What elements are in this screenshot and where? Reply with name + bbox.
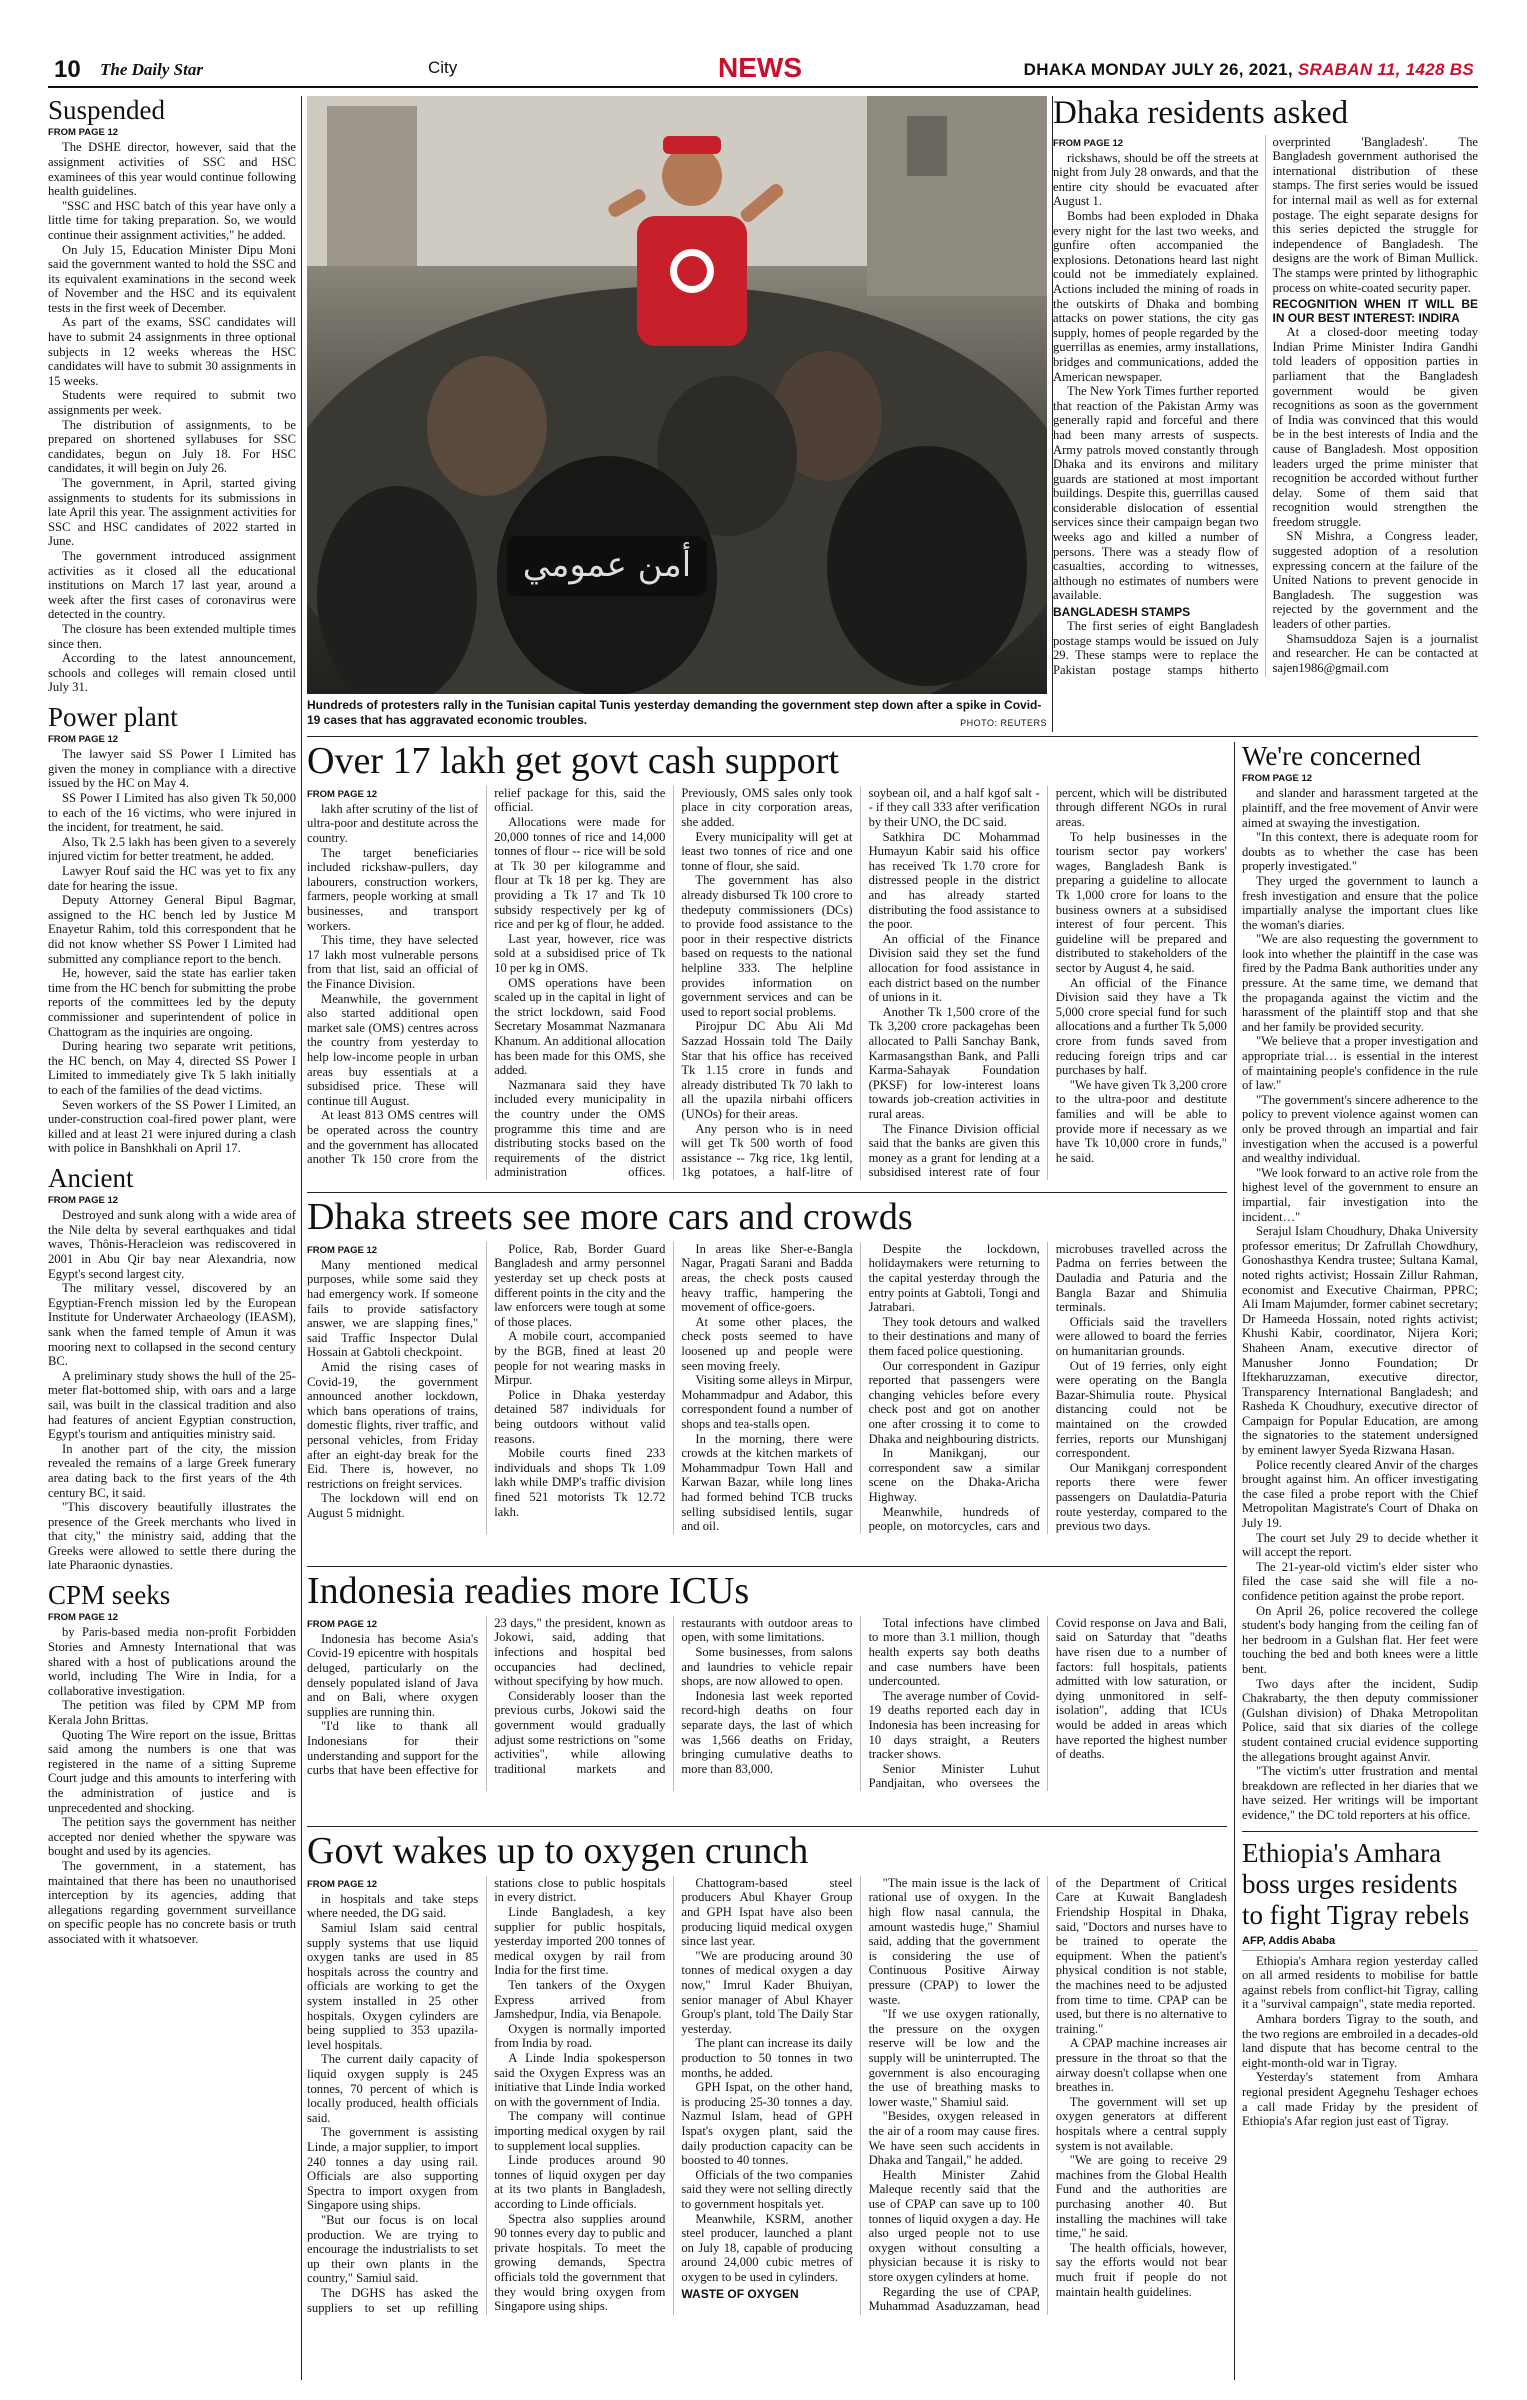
dateline [1024,60,1474,80]
article-paragraph: The Finance Division official said that the banks are given this money as a grant for lending at a subsidised interest rate of four percent, which will be distributed through different NGOs in rural areas. [868,785,1227,1180]
article-paragraph: Chattogram-based steel producers Abul Khayer Group and GPH Ispat have also been producing liquid medical oxygen since last year. [681,1875,853,1949]
article-paragraph: To help businesses in the tourism sector pay workers' wages, Bangladesh Bank is preparing a guideline to allocate Tk 1,000 crore for loans to the business owners at a subsidised interest of four percent. This guideline will be prepared and distributed to stakeholders of the sector by August 4, he said. [1055,829,1227,976]
article-paragraph: Some businesses, from salons and laundries to vehicle repair shops, are now allowed to open. [681,1645,853,1689]
article-paragraph: Meanwhile, KSRM, another steel producer, launched a plant on July 18, capable of producing around 24,000 cubic metres of oxygen to be used in cylinders. [681,2211,853,2284]
protest-photo-illustration [307,96,1047,694]
article-paragraph: The New York Times further reported that reaction of the Pakistan Army was generally rapid and forceful and there had been many arrests of suspects. Army patrols moved constantly through Dhaka and its environs and military guards are stationed at most important buildings. Despite this, guerrillas caused considerable dislocation of essential services since their campaign began two weeks ago and killed a number of persons. There was a steady flow of casualties, according to witnesses, although no estimates of numbers were available. [1053,384,1259,603]
article-paragraph: The court set July 29 to decide whether it will accept the report. [1242,1530,1478,1560]
article-paragraph: The government has also already disbursed Tk 100 crore to thedeputy commissioners (DCs) to provide food assistance to the poor in their respective districts based on requests to the national helpline 333. The helpline provides information on government services and can be used to report social problems. [681,873,853,1019]
article-paragraph: The plant can increase its daily production to 50 tonnes in two months, he added. [681,2036,853,2080]
cash-support-article [307,742,1227,1188]
article-paragraph: Any person who is in need will get Tk 500 worth of food assistance -- 7kg rice, 1kg lentil, 1kg potatoes, a half-litre of soybean oil, and a half kgof salt -- if they call 333 after verification by their UNO, the DC said. [681,785,1040,1180]
article-paragraph: Meanwhile, the government also started additional open market sale (OMS) centres across the country from yesterday to help low-income people in urban areas buy essentials at a subsidised price. These will continue till August. [307,991,479,1108]
article-body [48,747,296,1156]
right-column [1242,742,1478,2380]
article-body [307,786,1227,1180]
article-headline: Power plant [48,701,178,732]
section-divider [1242,1831,1478,1832]
article-paragraph: An official of the Finance Division said they set the fund allocation for food assistance in each district based on the number of unions in it. [868,931,1040,1005]
newspaper-page [48,40,1478,2380]
article-headline: Ancient [48,1162,134,1193]
article-paragraph: Destroyed and sunk along with a wide area of the Nile delta by several earthquakes and tidal waves, Thônis-Heracleion was rediscovered in 2001 in Abu Qir bay near Alexandria, now Egypt's second largest city. [48,1208,296,1281]
column-rule [1234,742,1235,2380]
article-paragraph: Another Tk 1,500 crore of the Tk 3,200 crore packagehas been allocated to Palli Sanchay Bank, Karmasangsthan Bank, and Palli Karma-Sahayak Foundation (PKSF) for low-interest loans towards job-creation activities in rural areas. [868,1004,1040,1121]
article-paragraph: Quoting The Wire report on the issue, Brittas said among the numbers is one that was registered in the name of a sitting Supreme Court judge and this amounts to interfering with the administration of justice and is unprecedented and shocking. [48,1727,296,1815]
article-paragraph: In another part of the city, the mission revealed the remains of a large Greek funerary area dating back to the first years of the 4th century BC, it said. [48,1441,296,1500]
article-paragraph: Ethiopia's Amhara region yesterday called on all armed residents to mobilise for battle against rebels from conflict-hit Tigray, calling it a "survival campaign", state media reported. [1242,1953,1478,2012]
article-paragraph: Officials said the travellers were allowed to board the ferries on humanitarian grounds. [1055,1314,1227,1359]
article-paragraph: Spectra also supplies around 90 tonnes every day to public and private hospitals. To meet the growing demands, Spectra officials told the government that they would bring oxygen from Singapore using ships. [494,2211,666,2314]
article-paragraph: A Linde India spokesperson said the Oxygen Express was an initiative that Linde India worked on with the government of India. [494,2051,666,2109]
article-paragraph: Despite the lockdown, holidaymakers were returning to the capital yesterday through the entry points at Gabtoli, Tongi and Jatrabari. [868,1241,1040,1315]
article-paragraph: The military vessel, discovered by an Egyptian-French mission led by the European Institute for Underwater Archaeology (IEASM), sank when the famed temple of Amun it was mooring next to collapsed in the second century BC. [48,1281,296,1369]
article-paragraph: Ten tankers of the Oxygen Express arrived from Jamshedpur, India, via Benapole. [494,1978,666,2022]
subheading: WASTE OF OXYGEN [681,2286,799,2301]
column-rule [301,96,302,2380]
article-paragraph: Bombs had been exploded in Dhaka every night for the last two weeks, and gunfire often accompanied the explosions. Detonations heard last night could not be immediately explained. Actions included the mining of roads in the outskirts of Dhaka and bombing attacks on power stations, the city gas supply, homes of people regarded by the guerrillas as enemies, army installations, bridges and communications, added the American newspaper. [1053,209,1259,384]
article-paragraph: Also, Tk 2.5 lakh has been given to a severely injured victim for better treatment, he added. [48,834,296,864]
article-paragraph: SS Power I Limited has also given Tk 50,000 to each of the 16 victims, who were injured in the incident, for treatment, he said. [48,791,296,835]
article-body [1242,786,1478,1822]
article-paragraph: "I'd like to thank all Indonesians for their understanding and support for the curbs that have been effective for 23 days," the president, known as Jokowi, said, adding that infections and hospital bed occupancies had declined, without specifying by how much. [307,1615,666,1778]
column-rule [1052,96,1053,732]
article-paragraph: The first series of eight Bangladesh postage stamps would be issued on July 29. These stamps were to replace the Pakistan postage stamps hitherto overprinted 'Bangladesh'. The Bangladesh government authorised the international distribution of these stamps. The first series would be issued for internal mail as well as for external postage. The eight separate designs for this series depicted the struggle for independence of Bangladesh. The designs are the work of Biman Mullick. The stamps were printed by lithographic process on white-coated security paper. [1053,134,1478,677]
photo-credit: PHOTO: REUTERS [960,718,1047,728]
article-body [1053,135,1478,678]
article-paragraph: On April 26, police recovered the college student's body hanging from the ceiling fan of her bedroom in a Gulshan flat. Her feet were touching the bed and both knees were a little bent. [1242,1603,1478,1676]
article-paragraph: The government, in a statement, has maintained that there has been no unauthorised interception by its agencies, adding that allegations regarding government surveillance on specific people has no concrete basis or truth associated with it whatsoever. [48,1858,296,1946]
article-paragraph: "We have given Tk 3,200 crore to the ultra-poor and destitute families and will be able to provide more if necessary as we have Tk 10,000 crore in funds," he said. [1055,1077,1227,1165]
article-paragraph: Linde produces around 90 tonnes of liquid oxygen per day at its two plants in Bangladesh, according to Linde officials. [494,2153,666,2211]
article-headline: We're concerned [1242,742,1421,771]
article-paragraph: The health officials, however, say the efforts would not bear much fruit if people do not maintain health guidelines. [1055,2240,1227,2299]
article-paragraph: The petition says the government has neither accepted nor denied whether the spyware was bought and used by its agencies. [48,1815,296,1859]
article-paragraph: Our Manikganj correspondent reports there were fewer passengers on Daulatdia-Paturia route yesterday, compared to the previous two days. [1055,1460,1227,1534]
article-paragraph: "The victim's utter frustration and mental breakdown are reflected in her diaries that we have seized. Her writings will be important evidence," the DC told reporters at his office. [1242,1764,1478,1822]
article-paragraph: in hospitals and take steps where needed, the DG said. [307,1891,479,1921]
article-paragraph: A mobile court, accompanied by the BGB, fined at least 20 people for not wearing masks in Mirpur. [494,1329,666,1388]
article-paragraph: The government is assisting Linde, a major supplier, to import 240 tonnes a day using rail. Officials are also supporting Spectra to import oxygen from Singapore using ships. [307,2125,479,2213]
article-paragraph: The petition was filed by CPM MP from Kerala John Brittas. [48,1698,296,1727]
indonesia-icu-article [307,1572,1227,1822]
article-body [48,140,296,695]
article-paragraph: According to the latest announcement, schools and colleges will remain closed until July 31. [48,651,296,695]
article-paragraph: Indonesia last week reported record-high deaths on four separate days, the last of which was 1,566 deaths on Friday, bringing cumulative deaths to more than 83,000. [681,1688,853,1776]
article-paragraph: GPH Ispat, on the other hand, is producing 25-30 tonnes a day. Nazmul Islam, head of GPH Ispat's oxygen plant, said the daily production capacity can be boosted to 40 tonnes. [681,2080,853,2168]
article-paragraph: Shamsuddoza Sajen is a journalist and researcher. He can be contacted at sajen1986@gmail.com [1272,631,1478,675]
article-paragraph: Allocations were made for 20,000 tonnes of rice and 14,000 tonnes of flour -- rice will be sold at Tk 30 per kilogramme and flour at Tk 18 per kg. They are providing a Tk 17 and Tk 10 subsidy respectively per kg of rice and per kg of flour, he added. [494,815,666,932]
article-paragraph: Students were required to submit two assignments per week. [48,388,296,418]
article-paragraph: The 21-year-old victim's elder sister who filed the case said she will file a no-confidence petition against the probe report. [1242,1559,1478,1603]
article-body [1242,1954,1478,2129]
article-paragraph: "We believe that a proper investigation and appropriate trial… is essential in the interest of maintaining people's confidence in the rule of law." [1242,1034,1478,1093]
article-paragraph: At a closed-door meeting today Indian Prime Minister Indira Gandhi told leaders of opposition parties in parliament that the Bangladesh government would be given recognitions as soon as the government of India was convinced that this would be in the best interests of India and the cause of Bangladesh. Most opposition leaders urged the prime minister that recognition be accorded without further delay. Some of them said that recognition would strengthen the freedom struggle. [1272,325,1478,529]
jump-label: FROM PAGE 12 [1242,773,1313,785]
jump-label: FROM PAGE 12 [48,1612,119,1624]
article-paragraph: This time, they have selected 17 lakh most vulnerable persons from that list, said an official of the Finance Division. [307,933,479,992]
section-divider [307,1192,1227,1193]
article-paragraph: "But our focus is on local production. We are trying to encourage the industrialists to set up their own plants in the country," Samiul said. [307,2212,479,2286]
article-paragraph: Deputy Attorney General Bipul Bagmar, assigned to the HC bench led by Justice M Enayetur Rahim, told this correspondent that he did not know whether SS Power I Limited had submitted any compliance report to the bench. [48,893,296,966]
article-paragraph: "We are also requesting the government to look into whether the plaintiff in the case was fired by the Padma Bank authorities under any pressure. At the same time, we demand that the propaganda against the victim and the harassment of the plaintiff stop and that she and her family be provided security. [1242,932,1478,1034]
article-paragraph: They urged the government to launch a fresh investigation and ensure that the police impartially analyse the important clues like the woman's diaries. [1242,873,1478,932]
article-paragraph: Yesterday's statement from Amhara regional president Agegnehu Teshager echoes a call made Friday by the president of Ethiopia's Afar region just east of Tigray. [1242,2070,1478,2129]
photo-caption-text: Hundreds of protesters rally in the Tunisian capital Tunis yesterday demanding the government step down after a spike in Covid-19 cases that has aggravated economic troubles. [307,698,1042,727]
oxygen-crunch-article [307,1832,1227,2380]
article-paragraph: At some other places, the check posts seemed to have loosened up and people were seen moving freely. [681,1314,853,1373]
article-paragraph: The government will set up oxygen generators at different hospitals where a central supply system is not available. [1055,2094,1227,2153]
article-paragraph: The current daily capacity of liquid oxygen supply is 245 tonnes, 70 percent of which is locally produced, health officials said. [307,2052,479,2125]
article-paragraph: "The main issue is the lack of rational use of oxygen. In the high flow nasal cannula, the amount wastedis huge," Shamiul said, adding that the government is considering the use of Continuous Positive Airway pressure (CPAP) to lower the waste. [868,1875,1040,2007]
jump-label: FROM PAGE 12 [307,1244,378,1256]
article-paragraph: lakh after scrutiny of the list of ultra-poor and destitute across the country. [307,801,479,846]
article-paragraph: Considerably looser than the previous curbs, Jokowi said the government would gradually adjust some restrictions on "some activities", while allowing traditional markets and restaurants with outdoor areas to open, with some limitations. [494,1615,853,1776]
article-paragraph: The target beneficiaries included rickshaw-pullers, day labourers, construction workers, farmers, people working at small businesses, and transport workers. [307,845,479,933]
article-paragraph: Oxygen is normally imported from India by road. [494,2021,666,2051]
article-paragraph: The government, in April, started giving assignments to students for its submissions in late April this year. The assignment activities for SSC and HSC candidates of 2022 started in June. [48,476,296,549]
article-paragraph: "Besides, oxygen released in the air of a room may cause fires. We have seen such accidents in Dhaka and Tangail," he added. [868,2109,1040,2168]
article-paragraph: Amhara borders Tigray to the south, and the two regions are embroiled in a decades-old land dispute that has become central to the eight-month-old war in Tigray. [1242,2012,1478,2070]
article-paragraph: OMS operations have been scaled up in the capital in light of the strict lockdown, said Food Secretary Mosammat Nazmanara Khanum. An additional allocation has been made for this OMS, she added. [494,975,666,1078]
article-paragraph: Police in Dhaka yesterday detained 587 individuals for being outdoors without valid reasons. [494,1387,666,1446]
article-paragraph: Last year, however, rice was sold at a subsidised price of Tk 10 per kg in OMS. [494,931,666,976]
dhaka-residents-article [1053,96,1478,732]
protest-photo [307,96,1047,694]
article-paragraph: Satkhira DC Mohammad Humayun Kabir said his office has received Tk 1.70 crore for distressed people in the district and has already started distributing the food assistance to the poor. [868,829,1040,932]
article-paragraph: The lockdown will end on August 5 midnight. [307,1491,479,1520]
article-paragraph: Indonesia has become Asia's Covid-19 epicentre with hospitals deluged, particularly on the densely populated island of Java and on Bali, where oxygen supplies are running thin. [307,1631,479,1719]
article-paragraph: "SSC and HSC batch of this year have only a little time for taking preparation. So, we would continue their assignment activities," he added. [48,198,296,242]
article-headline: Suspended [48,96,165,125]
article-paragraph: During hearing two separate writ petitions, the HC bench, on May 4, directed SS Power I Limited to immediately give Tk 5 lakh initially to each of the families of the dead victims. [48,1039,296,1097]
article-headline: Indonesia readies more ICUs [307,1572,750,1612]
article-paragraph: "We look forward to an active role from the highest level of the government to ensure an impartial, fair investigation into the incident…" [1242,1165,1478,1224]
article-body [48,1625,296,1946]
article-paragraph: As part of the exams, SSC candidates will have to submit 24 assignments in three optional subjects in 12 weeks whereas the HSC candidates will have to submit 30 assignments in 15 weeks. [48,315,296,388]
article-paragraph: The DSHE director, however, said that the assignment activities of SSC and HSC examinees of this year would continue following health guidelines. [48,140,296,199]
article-paragraph: and slander and harassment targeted at the plaintiff, and the free movement of Anvir were aimed at swaying the investigation. [1242,786,1478,830]
article-paragraph: "This discovery beautifully illustrates the presence of the Greek merchants who lived in that city," the ministry said, adding that the Greeks were allowed to settle there during the late Pharaonic dynasties. [48,1500,296,1573]
photo-caption [307,698,1047,728]
article-paragraph: On July 15, Education Minister Dipu Moni said the government wanted to hold the SSC and its equivalent examinations in the second week of November and the HSC and its equivalent tests in the first week of December. [48,242,296,315]
article-paragraph: Mobile courts fined 233 individuals and shops Tk 1.09 lakh while DMP's traffic division fined 521 motorists Tk 12.72 lakh. [494,1446,666,1519]
article-paragraph: Two days after the incident, Sudip Chakrabarty, the then deputy commissioner (Gulshan division) of Dhaka Metropolitan Police, said that six diaries of the college student contained crucial evidence supporting the allegations brought against Anvir. [1242,1676,1478,1764]
article-paragraph: Health Minister Zahid Maleque recently said that the use of CPAP can save up to 100 tonnes of liquid oxygen a day. He also urged people not to use oxygen without consulting a physician because it is risky to store oxygen cylinders at home. [868,2167,1040,2284]
section-title: NEWS [718,52,802,83]
article-paragraph: Meanwhile, hundreds of people, on motorcycles, cars and microbuses travelled across the Padma on ferries between the Dauladia and Paturia and the Bangla Bazar and Shimulia terminals. [868,1241,1227,1534]
article-paragraph: Every municipality will get at least two tonnes of rice and one tonne of flour, she said. [681,829,853,873]
article-paragraph: In Manikganj, our correspondent saw a similar scene on the Dhaka-Aricha Highway. [868,1446,1040,1504]
article-paragraph: SN Mishra, a Congress leader, suggested adoption of a resolution expressing concern at the failure of the United Nations to prevent genocide in Bangladesh. The suggestion was rejected by the government and the leaders of other parties. [1272,529,1478,632]
article-paragraph: Officials of the two companies said they were not selling directly to government hospitals yet. [681,2167,853,2211]
page-header [48,54,1478,88]
article-body [307,1242,1227,1534]
jump-label: FROM PAGE 12 [307,788,378,800]
article-paragraph: The average number of Covid-19 deaths reported each day in Indonesia has been increasing for 10 days straight, a Reuters tracker shows. [868,1688,1040,1762]
article-headline: Dhaka residents asked [1053,96,1349,131]
article-paragraph: Out of 19 ferries, only eight were operating on the Bangla Bazar-Shimulia route. Physical distancing could not be maintained on the crowded ferries, reports our Munshiganj correspondent. [1055,1358,1227,1461]
article-paragraph: In areas like Sher-e-Bangla Nagar, Pragati Sarani and Badda areas, the check posts caused heavy traffic, hampering the movement of office-goers. [681,1241,853,1315]
article-paragraph: Senior Minister Luhut Pandjaitan, who oversees the Covid response on Java and Bali, said on Saturday that "deaths have risen due to a number of factors: full hospitals, patients admitted with low saturation, or dying unmonitored in self-isolation", adding that ICUs would be added in areas which have reported the highest number of deaths. [868,1615,1227,1791]
dhaka-streets-article [307,1198,1227,1562]
article-paragraph: Regarding the use of CPAP, Muhammad Asaduzzaman, head of the Department of Critical Care at Kuwait Bangladesh Friendship Hospital in Dhaka, said, "Doctors and nurses have to be trained to operate the equipment. When the patient's physical condition is not stable, the machines need to be adjusted from time to time. CPAP can be used, but there is no alternative to training." [868,1875,1227,2314]
article-paragraph: The government introduced assignment activities as it closed all the educational institutions on March 17 last year, around a week after the first cases of coronavirus were detected in the country. [48,548,296,622]
article-paragraph: Serajul Islam Choudhury, Dhaka University professor emeritus; Dr Zafrullah Chowdhury, Gonoshasthya Kendra trustee; Sultana Kamal, noted rights activist; Hossain Zillur Rahman, economist and Executive Chairman, PPRC; Ali Imam Majumder, former cabinet secretary; Dr Hameeda Hossain, noted rights activist; Khushi Kabir, coordinator, Nijera Kori; Shaheen Anam, executive director of Manusher Jonno Foundation; Dr Iftekharuzzaman, executive director, Transparency International Bangladesh; and Rasheda K Choudhury, executive director of Campaign for Popular Education, are among the signatories to the statement undersigned by eminent lawyer Syeda Rizwana Hasan. [1242,1224,1478,1458]
article-headline: Ethiopia's Amhara boss urges residents to fight Tigray rebels [1242,1837,1470,1930]
section-divider [307,736,1478,737]
article-paragraph: Lawyer Rouf said the HC was yet to fix any date for hearing the issue. [48,864,296,893]
article-paragraph: At least 813 OMS centres will be operated across the country and the government has allocated another Tk 150 crore from the relief package for this, said the official. [307,785,666,1167]
masthead-logo: The Daily Star [100,60,203,79]
article-paragraph: Pirojpur DC Abu Ali Md Sazzad Hossain told The Daily Star that his office has received Tk 1.15 crore in funds and already distributed Tk 70 lakh to all the upazila nirbahi officers (UNOs) for their areas. [681,1019,853,1121]
article-byline: AFP, Addis Ababa [1242,1935,1478,1951]
article-paragraph: The distribution of assignments, to be prepared on shortened syllabuses for SSC candidates, begun on July 18. For HSC candidates, it will begin on July 26. [48,417,296,476]
article-paragraph: The closure has been extended multiple times since then. [48,621,296,651]
jump-label: FROM PAGE 12 [307,1618,378,1630]
article-paragraph: "We are producing around 30 tonnes of medical oxygen a day now," Imrul Kader Bhuiyan, senior manager of Abul Khayer Group's plant, told The Daily Star yesterday. [681,1948,853,2036]
jump-label: FROM PAGE 12 [48,1195,119,1207]
article-paragraph: The lawyer said SS Power I Limited has given the money in compliance with a directive issued by the HC on May 4. [48,747,296,791]
article-body [307,1876,1227,2315]
article-paragraph: They took detours and walked to their destinations and many of them faced police questioning. [868,1314,1040,1359]
jump-label: FROM PAGE 12 [1053,137,1124,149]
article-paragraph: In the morning, there were crowds at the kitchen markets of Mohammadpur Town Hall and Karwan Bazar, while long lines had formed behind TCB trucks selling subsidised lentils, sugar and oil. [681,1431,853,1534]
article-paragraph: "The government's sincere adherence to the policy to prevent violence against women can only be proved through an impartial and fair investigation when the accused is a powerful and wealthy individual. [1242,1092,1478,1166]
article-headline: CPM seeks [48,1580,171,1611]
article-paragraph: A CPAP machine increases air pressure in the throat so that the airway doesn't collapse when one breathes in. [1055,2036,1227,2095]
article-paragraph: rickshaws, should be off the streets at night from July 28 onwards, and that the entire city should be evacuated after August 1. [1053,150,1259,209]
article-paragraph: A preliminary study shows the hull of the 25-meter flat-bottomed ship, with oars and a large sail, was built in the classical tradition and also had features of ancient Egyptian construction, Egypt's tourism and antiquities ministry said. [48,1368,296,1442]
article-paragraph: An official of the Finance Division said they have a Tk 5,000 crore special fund for such allocations and a further Tk 5,000 crore from funds saved from reducing foreign trips and car purchases by half. [1055,975,1227,1078]
article-paragraph: Police, Rab, Border Guard Bangladesh and army personnel yesterday set up check posts at different points in the city and the law enforcers were tough at some of those places. [494,1241,666,1329]
left-column [48,96,296,2380]
article-paragraph: "In this context, there is adequate room for doubts as to whether the case has been properly investigated." [1242,830,1478,874]
article-paragraph: Many mentioned medical purposes, while some said they had emergency work. If someone fails to provide satisfactory answer, we are slapping fines," said Traffic Inspector Dulal Hossain at Gabtoli checkpoint. [307,1257,479,1360]
article-paragraph: Our correspondent in Gazipur reported that passengers were changing vehicles before every check post and got on another one after crossing it to come to Dhaka and neighbouring districts. [868,1358,1040,1446]
article-body [48,1208,296,1573]
subheading: RECOGNITION WHEN IT WILL BE IN OUR BEST INTEREST: INDIRA [1272,297,1478,326]
section-rubric: City [428,58,458,77]
jump-label: FROM PAGE 12 [48,734,119,746]
svg-text:أمن عمومي: أمن عمومي [522,545,692,585]
page-number: 10 [54,56,81,83]
article-paragraph: "If we use oxygen rationally, the pressure on the oxygen reserve will be low and the supply will be uninterrupted. The government is also encouraging the use of breathing masks to lower waste," Shamiul said. [868,2007,1040,2109]
article-headline: Govt wakes up to oxygen crunch [307,1832,809,1872]
dateline-date: DHAKA MONDAY JULY 26, 2021, [1023,60,1293,79]
article-paragraph: Seven workers of the SS Power I Limited, an under-construction coal-fired power plant, were killed and at least 21 were injured during a clash with police in Banshkhali on April 17. [48,1097,296,1156]
jump-label: FROM PAGE 12 [48,127,119,139]
article-body [307,1616,1227,1791]
article-paragraph: Amid the rising cases of Covid-19, the government announced another lockdown, which bans operations of trains, domestic flights, river traffic, and personal vehicles, from Friday after an eight-day break for the Eid. There is, however, no restrictions on freight services. [307,1360,479,1491]
article-headline: Dhaka streets see more cars and crowds [307,1198,913,1238]
article-paragraph: by Paris-based media non-profit Forbidden Stories and Amnesty International that was shared with a host of publications around the world, including The Wire in India, for a collaborative investigation. [48,1625,296,1698]
article-paragraph: Nazmanara said they have included every municipality in the country under the OMS programme this time and are distributing stocks based on the requirements of the district administration offices. Previously, OMS sales only took place in city corporation areas, she added. [494,785,853,1180]
article-paragraph: Police recently cleared Anvir of the charges brought against him. An officer investigating the case filed a probe report with the Chief Metropolitan Magistrate's Court of Dhaka on July 19. [1242,1457,1478,1531]
jump-label: FROM PAGE 12 [307,1878,378,1890]
section-divider [307,1826,1227,1827]
article-paragraph: Linde Bangladesh, a key supplier for public hospitals, yesterday imported 200 tonnes of medical oxygen by rail from India for the first time. [494,1905,666,1978]
article-paragraph: Total infections have climbed to more than 3.1 million, though health experts say both deaths and case numbers have been undercounted. [868,1615,1040,1689]
article-paragraph: "We are going to receive 29 machines from the Global Health Fund and the authorities are purchasing another 40. But installing the machines will take time," he said. [1055,2153,1227,2241]
article-paragraph: Visiting some alleys in Mirpur, Mohammadpur and Adabor, this correspondent found a number of shops and tea-stalls open. [681,1373,853,1432]
dateline-hijri: SRABAN 11, 1428 BS [1297,60,1474,79]
article-paragraph: The company will continue importing medical oxygen by rail to supplement local supplies. [494,2109,666,2153]
subheading: BANGLADESH STAMPS [1053,605,1191,620]
article-paragraph: The DGHS has asked the suppliers to set up refilling stations close to public hospitals in every district. [307,1875,666,2315]
article-paragraph: He, however, said the state has earlier taken time from the HC bench for submitting the probe reports of the committees led by the deputy commissioner and superintendent of police in Chattogram as the inquiries are ongoing. [48,966,296,1039]
article-headline: Over 17 lakh get govt cash support [307,742,839,782]
section-divider [307,1566,1227,1567]
article-paragraph: Samiul Islam said central supply systems that use liquid oxygen tanks are used in 85 hospitals across the country and officials are working to get the system installed in 25 other hospitals. Oxygen cylinders are being supplied to 353 upazila-level hospitals. [307,1921,479,2052]
